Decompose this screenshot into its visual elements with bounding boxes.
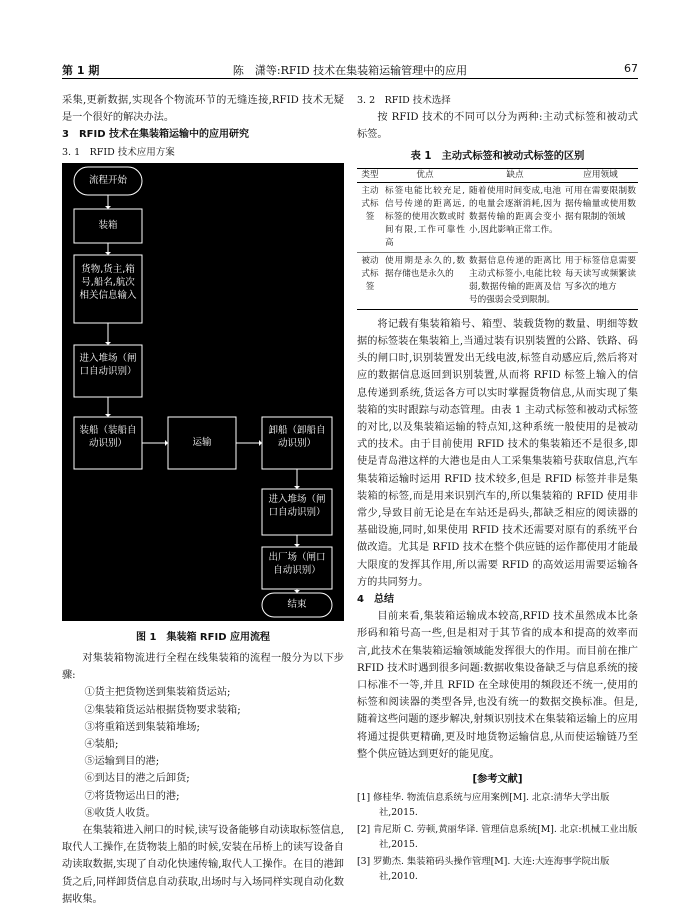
table-header: 应用领域 <box>563 168 638 182</box>
body-paragraph-1: 将记载有集装箱箱号、箱型、装载货物的数量、明细等数据的标签装在集装箱上,当通过装有识别装置的公路、铁路、码头的闸口时,识别装置发出无线电波,标签自动感应后,然后将对应的数据信息返回到识别装置,从而将 RFID 标签上输入的信息传递到系统,货运各方可以实时掌握货物信息,从而实现了集装箱的实时跟踪与动态管理。由表 1 主动式标签和被动式标签的对比,以及集装箱运输的特点知,这种系统一般使用的是被动式的技术。由于目前使用 RFID 技术的集装箱还不是很多,即使是青岛港这样的大港也是由人工采集集装箱号获取信息,汽车集装箱运输时运用 RFID 技术较多,但是 RFID 标签并非是集装箱的标签,而是用来识别汽车的,所以集装箱的 RFID 使用非常少,导致目前无论是在车站还是码头,都缺乏相应的阅读器的基础设施,同时,如果使用 RFID 技术还需要对原有的系统平台做改造。尤其是 RFID 技术在整个供应链的运作都使用才能最大限度的发挥其作用,所以需要 RFID 的高效运用需要运输各方的共同努力。 <box>357 318 638 588</box>
page-number: 67 <box>624 62 638 75</box>
table-header-row <box>357 168 638 182</box>
table-cell: 随着使用时间变成,电池的电量会逐渐消耗,因为数据传输的距离会变小小,因此影响正常工作。 <box>467 182 563 252</box>
table-header: 类型 <box>357 168 383 182</box>
references-list <box>357 790 638 884</box>
references-heading: [参考文献] <box>472 774 523 786</box>
flow-loading: 装船（装船自动识别） <box>79 424 137 449</box>
list-item: ①货主把货物送到集装箱货运站; <box>84 687 231 699</box>
issue-label: 第 1 期 <box>62 64 100 77</box>
right-column <box>357 92 638 886</box>
list-item: ⑥到达目的港之后卸货; <box>84 773 190 785</box>
left-column <box>62 92 344 908</box>
intro-paragraph: 采集,更新数据,实现各个物流环节的无缝连接,RFID 技术无疑是一个很好的解决办法。 <box>62 95 344 124</box>
closing-paragraph: 在集装箱进入闸口的时候,读写设备能够自动读取标签信息,取代人工操作,在货物装上船的时候,安装在吊桥上的读写设备自动读取数据,实现了自动化快速传输,取代人工操作。在目的港卸货之后,同样卸货信息自动获取,出场时与入场同样实现自动化数据收集。 <box>62 825 344 905</box>
flow-exit-yard: 出厂场（闸口自动识别） <box>268 551 326 576</box>
steps-intro: 对集装箱物流进行全程在线集装箱的流程一般分为以下步骤: <box>62 653 344 682</box>
flowchart <box>62 163 344 621</box>
section-3-1-heading: 3. 1 RFID 技术应用方案 <box>62 146 175 158</box>
section-3-2-heading: 3. 2 RFID 技术选择 <box>357 95 451 106</box>
flow-enter-yard-2: 进入堆场（闸口自动识别） <box>268 493 326 518</box>
table-cell: 使用期是永久的,数据存储也是永久的 <box>383 252 467 309</box>
flow-packing: 装箱 <box>98 219 118 231</box>
comparison-table <box>357 168 638 310</box>
list-item: ⑧收货人收货。 <box>84 807 156 819</box>
table-header: 优点 <box>383 168 467 182</box>
table-header: 缺点 <box>467 168 563 182</box>
running-title: 陈 潇等:RFID 技术在集装箱运输管理中的应用 <box>232 64 468 77</box>
figure-caption: 图 1 集装箱 RFID 应用流程 <box>136 631 270 643</box>
flow-transport: 运输 <box>192 436 212 448</box>
list-item: ②集装箱货运站根据货物要求装箱; <box>84 704 241 716</box>
list-item: ⑤运输到目的港; <box>84 756 160 768</box>
list-item: ⑦将货物运出日的港; <box>84 790 180 802</box>
section-3-heading: 3 RFID 技术在集装箱运输中的应用研究 <box>62 129 249 141</box>
reference-item: [3] 罗勤杰. 集装箱码头操作管理[M]. 大连:大连海事学院出版社,2010. <box>357 856 610 883</box>
flow-unloading: 卸船（卸船自动识别） <box>268 424 326 449</box>
table-cell: 用于标签信息需要每天读写或频繁读写多次的地方 <box>563 252 638 309</box>
table-cell: 可用在需要限制数据传输量或使用数据有限制的领域 <box>563 182 638 252</box>
table-caption: 表 1 主动式标签和被动式标签的区别 <box>410 150 585 162</box>
section-3-2-paragraph: 按 RFID 技术的不同可以分为两种:主动式标签和被动式标签。 <box>357 112 638 141</box>
steps-list <box>62 684 344 822</box>
table-cell: 被动式标签 <box>357 252 383 309</box>
reference-item: [2] 肯尼斯 C. 劳顿,黄丽华译. 管理信息系统[M]. 北京:机械工业出版社,2015. <box>357 824 638 851</box>
table-row <box>357 252 638 309</box>
table-cell: 数据信息传递的距离比主动式标签小,电能比较弱,数据传输的距离及信号的强弱会受到限制。 <box>467 252 563 309</box>
flow-start: 流程开始 <box>88 174 127 186</box>
table-cell: 主动式标签 <box>357 182 383 252</box>
list-item: ④装船; <box>84 739 119 751</box>
section-4-heading: 4 总结 <box>357 594 394 606</box>
running-header <box>62 60 638 79</box>
table-cell: 标签电能比较充足,信号传递的距离远,标签的使用次数或时间有限,工作可靠性高 <box>383 182 467 252</box>
body-paragraph-2: 目前来看,集装箱运输成本较高,RFID 技术虽然成本比条形码和箱号高一些,但是相对于其节省的成本和提高的效率而言,此技术在集装箱运输领域能发挥很大的作用。而目前在推广 RFID 技术时遇到很多问题:数据收集设备缺乏与信息系统的接口标准不一等,并且 RFID 在全球使用的频段还不统一,使用的标签和阅读器的类型各异,也没有统一的数据交换标准。但是,随着这些问题的逐步解决,射频识别技术在集装箱运输上的应用将通过提供更精确,更及时地货物运输信息,从而使运输链乃至整个供应链达到更好的能见度。 <box>357 611 638 760</box>
flow-enter-yard: 进入堆场（闸口自动识别） <box>79 352 137 377</box>
reference-item: [1] 修桂华. 物流信息系统与应用案例[M]. 北京:清华大学出版社,2015. <box>357 792 610 819</box>
list-item: ③将重箱送到集装箱堆场; <box>84 721 200 733</box>
flow-info-input: 货物,货主,箱号,船名,航次相关信息输入 <box>79 263 137 301</box>
table-row <box>357 182 638 252</box>
flow-end: 结束 <box>287 598 307 610</box>
